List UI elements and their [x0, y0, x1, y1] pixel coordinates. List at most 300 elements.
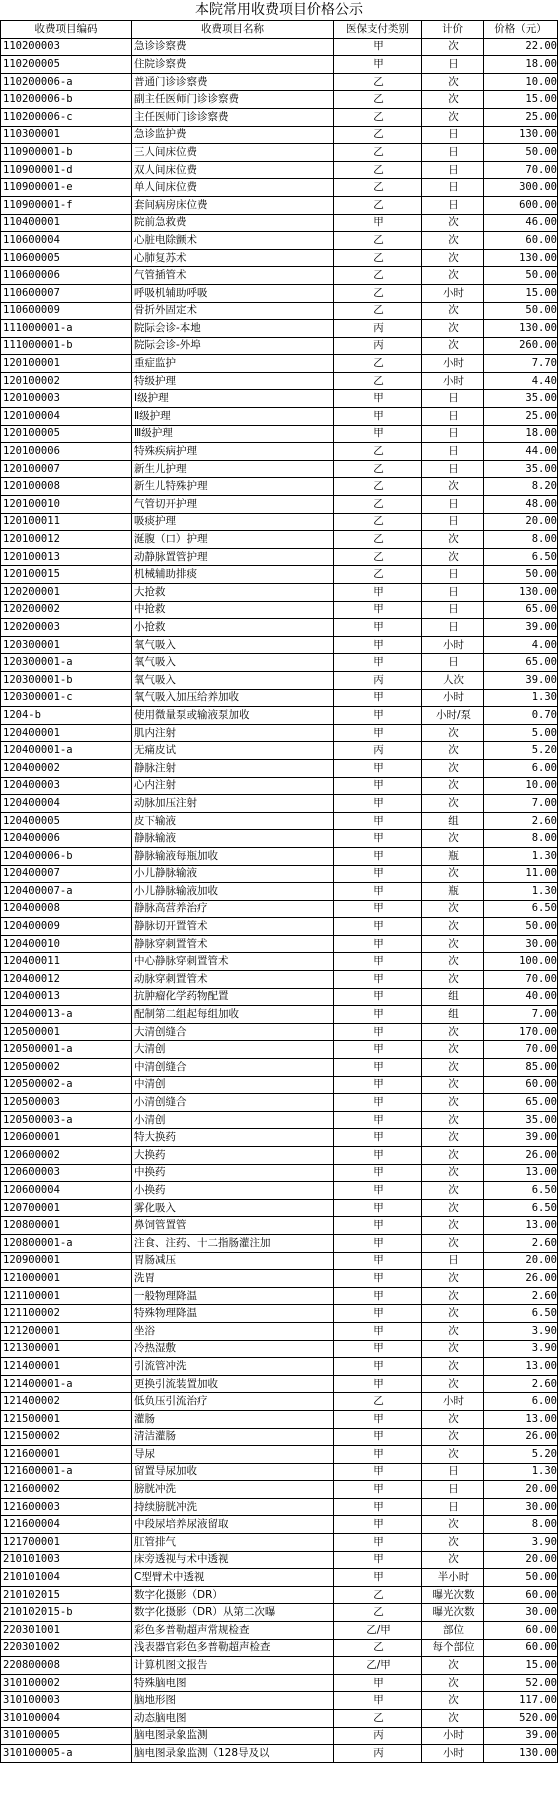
- fee-table: [0, 20, 558, 1763]
- cell-unit: 次: [422, 971, 484, 989]
- cell-code: 120500003: [1, 1094, 132, 1112]
- cell-price: 44.00: [484, 443, 558, 461]
- cell-category: 甲: [334, 408, 422, 426]
- cell-category: 甲: [334, 1059, 422, 1077]
- cell-unit: 组: [422, 988, 484, 1006]
- cell-unit: 日: [422, 390, 484, 408]
- cell-name: 特大换药: [132, 1129, 334, 1147]
- table-row: [1, 636, 558, 654]
- cell-price: 15.00: [484, 91, 558, 109]
- table-row: [1, 460, 558, 478]
- table-row: [1, 548, 558, 566]
- cell-price: 2.60: [484, 1234, 558, 1252]
- cell-unit: 次: [422, 795, 484, 813]
- cell-unit: 次: [422, 1322, 484, 1340]
- cell-name: 普通门诊诊察费: [132, 73, 334, 91]
- cell-unit: 次: [422, 1516, 484, 1534]
- table-row: [1, 1252, 558, 1270]
- cell-code: 120400004: [1, 795, 132, 813]
- cell-price: 6.50: [484, 1182, 558, 1200]
- cell-unit: 次: [422, 865, 484, 883]
- cell-unit: 次: [422, 1534, 484, 1552]
- cell-price: 600.00: [484, 196, 558, 214]
- table-row: [1, 443, 558, 461]
- cell-price: 52.00: [484, 1674, 558, 1692]
- cell-price: 7.00: [484, 1006, 558, 1024]
- cell-price: 50.00: [484, 918, 558, 936]
- cell-code: 110200006-b: [1, 91, 132, 109]
- table-row: [1, 214, 558, 232]
- cell-name: 大清创: [132, 1041, 334, 1059]
- cell-code: 120400006-b: [1, 847, 132, 865]
- cell-code: 121600001-a: [1, 1463, 132, 1481]
- cell-category: 乙: [334, 531, 422, 549]
- cell-unit: 小时: [422, 1727, 484, 1745]
- cell-name: 静脉高营养治疗: [132, 900, 334, 918]
- cell-category: 甲: [334, 1534, 422, 1552]
- cell-price: 70.00: [484, 161, 558, 179]
- cell-name: 新生儿护理: [132, 460, 334, 478]
- table-row: [1, 1586, 558, 1604]
- cell-price: 35.00: [484, 460, 558, 478]
- cell-code: 120600001: [1, 1129, 132, 1147]
- table-row: [1, 795, 558, 813]
- cell-unit: 次: [422, 1551, 484, 1569]
- cell-code: 120300001: [1, 636, 132, 654]
- cell-name: 无痛皮试: [132, 742, 334, 760]
- cell-code: 120400013: [1, 988, 132, 1006]
- cell-name: 肌内注射: [132, 724, 334, 742]
- cell-code: 120400007-a: [1, 883, 132, 901]
- cell-category: 甲: [334, 795, 422, 813]
- table-row: [1, 1234, 558, 1252]
- cell-category: 甲: [334, 865, 422, 883]
- cell-unit: 次: [422, 1428, 484, 1446]
- table-row: [1, 759, 558, 777]
- table-row: [1, 232, 558, 250]
- cell-price: 8.00: [484, 531, 558, 549]
- cell-unit: 次: [422, 777, 484, 795]
- cell-name: 骨折外固定术: [132, 302, 334, 320]
- cell-code: 310100002: [1, 1674, 132, 1692]
- table-row: [1, 408, 558, 426]
- cell-price: 25.00: [484, 108, 558, 126]
- cell-code: 120100004: [1, 408, 132, 426]
- cell-price: 30.00: [484, 1604, 558, 1622]
- cell-category: 乙: [334, 284, 422, 302]
- table-header: [1, 21, 558, 39]
- cell-code: 121500001: [1, 1410, 132, 1428]
- cell-price: 30.00: [484, 935, 558, 953]
- cell-price: 170.00: [484, 1023, 558, 1041]
- cell-category: 甲: [334, 1551, 422, 1569]
- cell-price: 35.00: [484, 390, 558, 408]
- cell-code: 310100004: [1, 1710, 132, 1728]
- cell-name: 小儿静脉输液: [132, 865, 334, 883]
- cell-unit: 次: [422, 73, 484, 91]
- cell-code: 120100013: [1, 548, 132, 566]
- table-row: [1, 953, 558, 971]
- table-row: [1, 671, 558, 689]
- cell-code: 120400006: [1, 830, 132, 848]
- table-row: [1, 1023, 558, 1041]
- cell-name: 特殊物理降温: [132, 1305, 334, 1323]
- table-row: [1, 619, 558, 637]
- cell-category: 乙: [334, 91, 422, 109]
- table-row: [1, 91, 558, 109]
- cell-price: 5.20: [484, 1446, 558, 1464]
- cell-price: 40.00: [484, 988, 558, 1006]
- table-row: [1, 1111, 558, 1129]
- table-row: [1, 935, 558, 953]
- cell-unit: 小时/泵: [422, 707, 484, 725]
- cell-name: 院际会诊-本地: [132, 320, 334, 338]
- cell-price: 2.60: [484, 1287, 558, 1305]
- cell-category: 乙: [334, 355, 422, 373]
- cell-code: 121200001: [1, 1322, 132, 1340]
- cell-name: 脑电图录象监测（128导及以: [132, 1745, 334, 1763]
- cell-price: 11.00: [484, 865, 558, 883]
- cell-category: 甲: [334, 1164, 422, 1182]
- cell-unit: 次: [422, 302, 484, 320]
- cell-name: 冷热湿敷: [132, 1340, 334, 1358]
- table-row: [1, 865, 558, 883]
- cell-unit: 小时: [422, 1393, 484, 1411]
- cell-category: 乙: [334, 443, 422, 461]
- table-row: [1, 1463, 558, 1481]
- cell-price: 39.00: [484, 619, 558, 637]
- table-row: [1, 284, 558, 302]
- cell-category: 甲: [334, 971, 422, 989]
- cell-code: 120400012: [1, 971, 132, 989]
- cell-name: 氧气吸入: [132, 636, 334, 654]
- cell-category: 甲: [334, 988, 422, 1006]
- cell-name: 单人间床位费: [132, 179, 334, 197]
- cell-name: 洗胃: [132, 1270, 334, 1288]
- header-name: 收费项目名称: [132, 21, 334, 39]
- table-row: [1, 126, 558, 144]
- cell-price: 130.00: [484, 126, 558, 144]
- table-body: [1, 38, 558, 1762]
- cell-price: 48.00: [484, 496, 558, 514]
- cell-code: 120100003: [1, 390, 132, 408]
- table-row: [1, 900, 558, 918]
- cell-category: 乙: [334, 1586, 422, 1604]
- table-row: [1, 1428, 558, 1446]
- cell-name: 涎腹（口）护理: [132, 531, 334, 549]
- cell-price: 70.00: [484, 1041, 558, 1059]
- cell-name: 特级护理: [132, 372, 334, 390]
- table-row: [1, 707, 558, 725]
- cell-code: 120100001: [1, 355, 132, 373]
- cell-code: 110200003: [1, 38, 132, 56]
- cell-code: 120100011: [1, 513, 132, 531]
- cell-code: 310100003: [1, 1692, 132, 1710]
- cell-code: 111000001-b: [1, 337, 132, 355]
- cell-category: 甲: [334, 654, 422, 672]
- cell-unit: 次: [422, 1692, 484, 1710]
- cell-code: 120500003-a: [1, 1111, 132, 1129]
- header-price: 价格（元）: [484, 21, 558, 39]
- cell-unit: 次: [422, 1270, 484, 1288]
- cell-code: 121100002: [1, 1305, 132, 1323]
- cell-price: 6.50: [484, 1305, 558, 1323]
- cell-name: 大清创缝合: [132, 1023, 334, 1041]
- cell-name: C型臂术中透视: [132, 1569, 334, 1587]
- table-row: [1, 689, 558, 707]
- cell-unit: 次: [422, 1358, 484, 1376]
- cell-category: 乙/甲: [334, 1657, 422, 1675]
- cell-price: 6.00: [484, 1393, 558, 1411]
- cell-name: 氧气吸入: [132, 671, 334, 689]
- cell-price: 8.20: [484, 478, 558, 496]
- table-row: [1, 1674, 558, 1692]
- cell-name: 套间病房床位费: [132, 196, 334, 214]
- cell-name: 引流管冲洗: [132, 1358, 334, 1376]
- cell-name: 静脉穿刺置管术: [132, 935, 334, 953]
- cell-category: 乙: [334, 496, 422, 514]
- cell-name: Ⅱ级护理: [132, 408, 334, 426]
- table-row: [1, 883, 558, 901]
- cell-code: 120100012: [1, 531, 132, 549]
- cell-price: 85.00: [484, 1059, 558, 1077]
- table-row: [1, 777, 558, 795]
- cell-price: 13.00: [484, 1217, 558, 1235]
- table-row: [1, 1534, 558, 1552]
- cell-code: 120300001-c: [1, 689, 132, 707]
- table-row: [1, 1164, 558, 1182]
- table-row: [1, 196, 558, 214]
- table-row: [1, 1604, 558, 1622]
- table-row: [1, 1498, 558, 1516]
- cell-unit: 次: [422, 1023, 484, 1041]
- cell-unit: 次: [422, 1657, 484, 1675]
- cell-unit: 日: [422, 126, 484, 144]
- cell-name: 持续膀胱冲洗: [132, 1498, 334, 1516]
- cell-name: 床旁透视与术中透视: [132, 1551, 334, 1569]
- table-row: [1, 1551, 558, 1569]
- cell-name: 中抢救: [132, 601, 334, 619]
- cell-code: 120300001-a: [1, 654, 132, 672]
- cell-name: 低负压引流治疗: [132, 1393, 334, 1411]
- table-row: [1, 1481, 558, 1499]
- cell-code: 210101003: [1, 1551, 132, 1569]
- cell-unit: 组: [422, 1006, 484, 1024]
- cell-category: 甲: [334, 1041, 422, 1059]
- cell-code: 1204-b: [1, 707, 132, 725]
- cell-name: 中清创缝合: [132, 1059, 334, 1077]
- cell-category: 甲: [334, 1147, 422, 1165]
- cell-category: 甲: [334, 1340, 422, 1358]
- cell-unit: 次: [422, 1111, 484, 1129]
- cell-price: 3.90: [484, 1322, 558, 1340]
- cell-unit: 小时: [422, 372, 484, 390]
- cell-code: 120500001: [1, 1023, 132, 1041]
- cell-name: 小儿静脉输液加收: [132, 883, 334, 901]
- cell-name: 中清创: [132, 1076, 334, 1094]
- cell-name: 心内注射: [132, 777, 334, 795]
- cell-category: 甲: [334, 935, 422, 953]
- table-row: [1, 179, 558, 197]
- table-row: [1, 478, 558, 496]
- cell-code: 121400002: [1, 1393, 132, 1411]
- cell-name: 院际会诊-外埠: [132, 337, 334, 355]
- cell-unit: 次: [422, 1375, 484, 1393]
- cell-category: 甲: [334, 1375, 422, 1393]
- cell-code: 120800001: [1, 1217, 132, 1235]
- cell-unit: 人次: [422, 671, 484, 689]
- cell-price: 20.00: [484, 513, 558, 531]
- cell-name: 雾化吸入: [132, 1199, 334, 1217]
- cell-name: 特殊脑电图: [132, 1674, 334, 1692]
- table-row: [1, 724, 558, 742]
- cell-code: 220301002: [1, 1639, 132, 1657]
- cell-code: 121300001: [1, 1340, 132, 1358]
- cell-price: 2.60: [484, 1375, 558, 1393]
- cell-unit: 次: [422, 1094, 484, 1112]
- cell-unit: 次: [422, 1129, 484, 1147]
- cell-unit: 次: [422, 38, 484, 56]
- cell-category: 甲: [334, 1182, 422, 1200]
- cell-price: 60.00: [484, 232, 558, 250]
- cell-category: 甲: [334, 1111, 422, 1129]
- cell-name: 中心静脉穿刺置管术: [132, 953, 334, 971]
- cell-category: 甲: [334, 847, 422, 865]
- table-row: [1, 1076, 558, 1094]
- cell-name: 鼻饲管置管: [132, 1217, 334, 1235]
- cell-price: 20.00: [484, 1252, 558, 1270]
- cell-price: 60.00: [484, 1586, 558, 1604]
- table-row: [1, 742, 558, 760]
- cell-category: 甲: [334, 707, 422, 725]
- cell-code: 110200005: [1, 56, 132, 74]
- cell-price: 15.00: [484, 284, 558, 302]
- cell-code: 120100007: [1, 460, 132, 478]
- header-code: 收费项目编码: [1, 21, 132, 39]
- cell-name: 急诊监护费: [132, 126, 334, 144]
- cell-price: 15.00: [484, 1657, 558, 1675]
- cell-category: 甲: [334, 1217, 422, 1235]
- cell-unit: 日: [422, 1252, 484, 1270]
- table-row: [1, 1270, 558, 1288]
- cell-name: 导尿: [132, 1446, 334, 1464]
- cell-code: 310100005: [1, 1727, 132, 1745]
- cell-code: 120100008: [1, 478, 132, 496]
- cell-unit: 小时: [422, 1745, 484, 1763]
- cell-unit: 瓶: [422, 883, 484, 901]
- table-row: [1, 425, 558, 443]
- cell-name: 吸痰护理: [132, 513, 334, 531]
- cell-name: 小清创: [132, 1111, 334, 1129]
- cell-category: 甲: [334, 759, 422, 777]
- cell-unit: 次: [422, 337, 484, 355]
- cell-category: 乙: [334, 548, 422, 566]
- cell-name: 脑电图录象监测: [132, 1727, 334, 1745]
- cell-category: 甲: [334, 812, 422, 830]
- cell-unit: 次: [422, 1410, 484, 1428]
- cell-name: 氧气吸入: [132, 654, 334, 672]
- cell-category: 乙: [334, 1604, 422, 1622]
- cell-unit: 日: [422, 56, 484, 74]
- cell-price: 260.00: [484, 337, 558, 355]
- cell-name: 呼吸机辅助呼吸: [132, 284, 334, 302]
- table-row: [1, 267, 558, 285]
- cell-price: 130.00: [484, 584, 558, 602]
- cell-name: 皮下输液: [132, 812, 334, 830]
- cell-unit: 次: [422, 1199, 484, 1217]
- table-row: [1, 372, 558, 390]
- cell-price: 26.00: [484, 1428, 558, 1446]
- cell-price: 20.00: [484, 1551, 558, 1569]
- cell-code: 120100005: [1, 425, 132, 443]
- table-row: [1, 812, 558, 830]
- cell-code: 120400002: [1, 759, 132, 777]
- table-row: [1, 1622, 558, 1640]
- cell-unit: 次: [422, 91, 484, 109]
- table-row: [1, 531, 558, 549]
- cell-unit: 次: [422, 1059, 484, 1077]
- cell-price: 50.00: [484, 144, 558, 162]
- cell-price: 3.90: [484, 1340, 558, 1358]
- cell-price: 65.00: [484, 654, 558, 672]
- table-row: [1, 1516, 558, 1534]
- cell-price: 7.70: [484, 355, 558, 373]
- cell-code: 220800008: [1, 1657, 132, 1675]
- cell-name: 动脉穿刺置管术: [132, 971, 334, 989]
- table-row: [1, 566, 558, 584]
- cell-code: 121400001: [1, 1358, 132, 1376]
- cell-category: 乙: [334, 302, 422, 320]
- cell-code: 310100005-a: [1, 1745, 132, 1763]
- cell-name: 心肺复苏术: [132, 249, 334, 267]
- table-row: [1, 73, 558, 91]
- cell-category: 乙: [334, 460, 422, 478]
- cell-name: 气管插管术: [132, 267, 334, 285]
- table-row: [1, 971, 558, 989]
- cell-price: 18.00: [484, 425, 558, 443]
- cell-name: 三人间床位费: [132, 144, 334, 162]
- cell-unit: 次: [422, 830, 484, 848]
- cell-category: 甲: [334, 1270, 422, 1288]
- cell-name: 配制第二组起每组加收: [132, 1006, 334, 1024]
- cell-code: 121000001: [1, 1270, 132, 1288]
- cell-unit: 次: [422, 1287, 484, 1305]
- table-row: [1, 1710, 558, 1728]
- cell-unit: 小时: [422, 355, 484, 373]
- cell-code: 120800001-a: [1, 1234, 132, 1252]
- cell-unit: 小时: [422, 689, 484, 707]
- cell-category: 丙: [334, 1745, 422, 1763]
- cell-price: 13.00: [484, 1358, 558, 1376]
- table-row: [1, 1041, 558, 1059]
- cell-unit: 日: [422, 1463, 484, 1481]
- cell-price: 4.40: [484, 372, 558, 390]
- cell-price: 22.00: [484, 38, 558, 56]
- cell-name: 胃肠减压: [132, 1252, 334, 1270]
- cell-unit: 日: [422, 566, 484, 584]
- cell-code: 121700001: [1, 1534, 132, 1552]
- cell-name: 动态脑电图: [132, 1710, 334, 1728]
- cell-unit: 次: [422, 1234, 484, 1252]
- cell-unit: 次: [422, 108, 484, 126]
- cell-code: 111000001-a: [1, 320, 132, 338]
- cell-name: 小换药: [132, 1182, 334, 1200]
- cell-category: 甲: [334, 425, 422, 443]
- cell-code: 120400001-a: [1, 742, 132, 760]
- cell-category: 甲: [334, 689, 422, 707]
- cell-category: 甲: [334, 724, 422, 742]
- cell-name: 坐浴: [132, 1322, 334, 1340]
